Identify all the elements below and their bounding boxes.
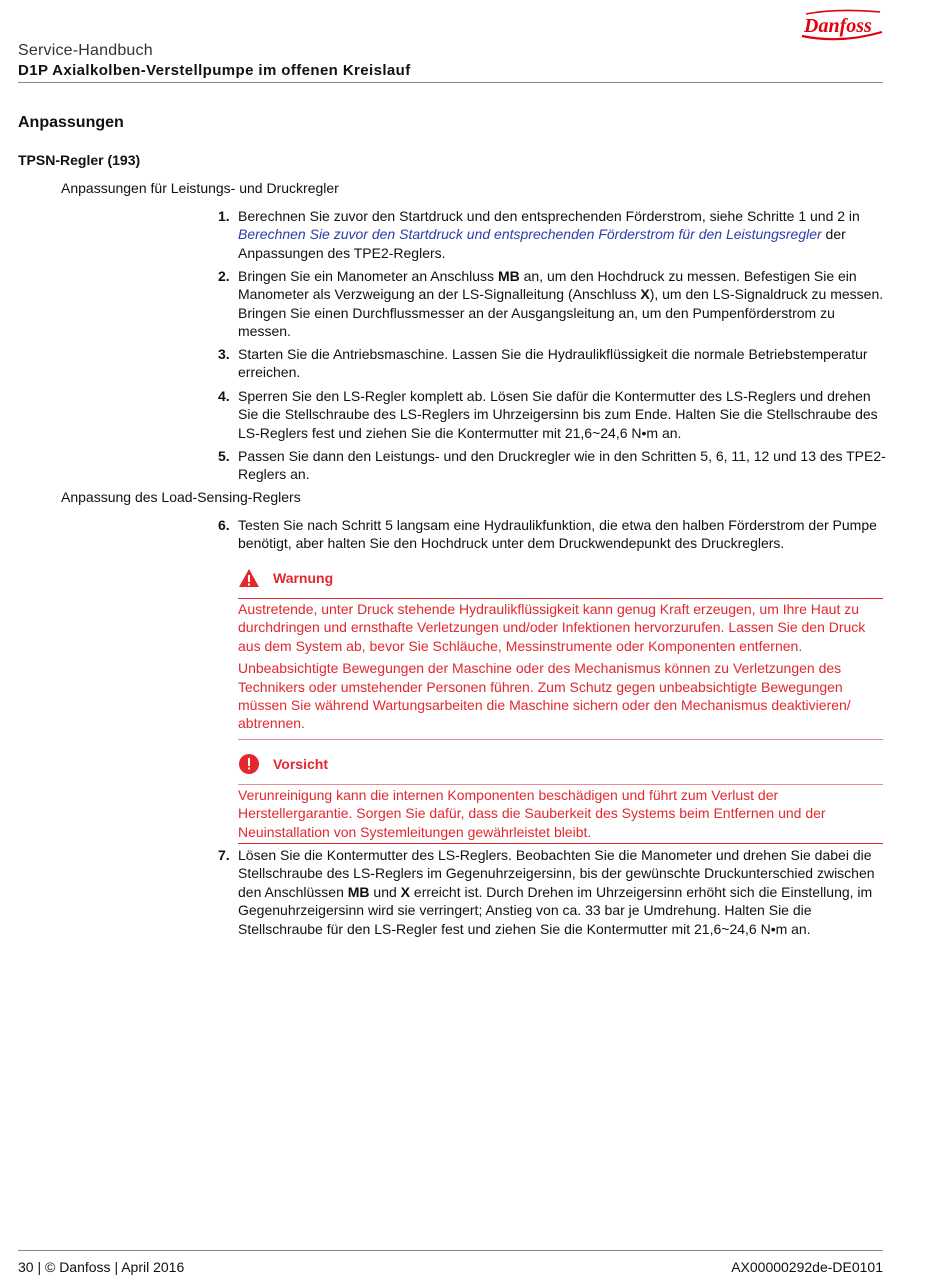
warning-text-1: Austretende, unter Druck stehende Hydraulikflüssigkeit kann genug Kraft erzeugen, um Ihre Haut zu durchdringen und ernsthafte Verletzungen und/oder Infektionen hervorzurufen. Lassen Sie den Druck aus dem System ab, bevor Sie Schläuche, Messinstrumente oder Komponenten entfernen.: [238, 601, 866, 654]
caution-top-rule: [238, 784, 883, 785]
step-number: 4.: [218, 388, 230, 404]
caution-text: Verunreinigung kann die internen Komponenten beschädigen und führt zum Verlust der Herstellergarantie. Sorgen Sie dafür, dass die Sauberkeit des Systems beim Entfernen und der Neuinstallation von Systemleitungen gewährleistet bleibt.: [238, 787, 826, 840]
step-text: ), um den LS-Signaldruck zu messen. Bringen Sie einen Durchflussmesser an der Ausgangsleitung an, um den Pumpenförderstrom zu messen.: [238, 286, 884, 340]
caution-bottom-rule: [238, 843, 883, 844]
step-text: an, um den Hochdruck zu messen. Befestigen Sie ein Manometer als Verzweigung an der LS-Signalleitung (Anschluss: [238, 268, 857, 303]
warning-bottom-rule: [238, 739, 883, 740]
step-text: Bringen Sie ein Manometer an Anschluss: [238, 268, 498, 284]
step-text: Testen Sie nach Schritt 5 langsam eine Hydraulikfunktion, die etwa den halben Förderstrom der Pumpe benötigt, aber halten Sie den Hochdruck unter dem Druckwendepunkt des Druckreglers.: [238, 517, 877, 552]
step-6: [218, 516, 886, 553]
warning-header: [238, 568, 883, 588]
svg-text:Danfoss: Danfoss: [804, 15, 872, 37]
step-number: 3.: [218, 346, 230, 362]
step-2: [218, 267, 886, 341]
port-label-mb: MB: [347, 883, 370, 900]
section-heading: Anpassungen: [18, 114, 124, 131]
step-text: Lösen Sie die Kontermutter des LS-Reglers. Beobachten Sie die Manometer und drehen Sie dabei die Stellschraube des LS-Reglers im Gegenuhrzeigersinn, bis der gewünschte Druckunterschied zwischen den Anschlüssen: [238, 847, 875, 900]
group-label-power-pressure: Anpassungen für Leistungs- und Druckregler: [61, 180, 339, 196]
step-number: 6.: [218, 517, 230, 533]
step-3: [218, 345, 886, 382]
header-subtitle: Service-Handbuch: [18, 42, 153, 59]
step-4: [218, 387, 886, 442]
footer-doc-number: AX00000292de-DE0101: [731, 1259, 883, 1275]
step-5: [218, 447, 886, 484]
section-subheading: TPSN-Regler (193): [18, 152, 141, 168]
step-text: Berechnen Sie zuvor den Startdruck und den entsprechenden Förderstrom, siehe Schritte 1 und 2 in: [238, 208, 860, 224]
warning-triangle-icon: [238, 568, 260, 588]
caution-label: Vorsicht: [273, 756, 328, 772]
group-label-load-sensing: Anpassung des Load-Sensing-Reglers: [61, 489, 301, 505]
step-text: und: [369, 883, 401, 900]
caution-box: [238, 754, 883, 844]
caution-exclamation-icon: [238, 754, 260, 776]
warning-text-2: Unbeabsichtigte Bewegungen der Maschine oder des Mechanismus können zu Verletzungen des Technikers oder umstehender Personen führen. Zum Schutz gegen unbeabsichtigte Bewegungen müssen Sie während Wartungsarbeiten die Maschine sichern oder den Mechanismus deaktivieren/ abtrennen.: [238, 660, 851, 732]
port-label-x: X: [400, 883, 411, 900]
step-text: Starten Sie die Antriebsmaschine. Lassen Sie die Hydraulikflüssigkeit die normale Betriebstemperatur erreichen.: [238, 346, 868, 381]
step-text: Sperren Sie den LS-Regler komplett ab. Lösen Sie dafür die Kontermutter des LS-Reglers und drehen Sie die Stellschraube des LS-Reglers im Uhrzeigersinn bis zum Ende. Halten Sie die Stellschraube des LS-Reglers fest und ziehen Sie die Kontermutter mit 21,6~24,6 N•m an.: [238, 388, 878, 441]
header-title: D1P Axialkolben-Verstellpumpe im offenen Kreislauf: [18, 62, 411, 79]
step-7: [218, 846, 886, 938]
header-divider: [18, 82, 883, 83]
port-label-x: X: [640, 286, 650, 303]
step-text: erreicht ist. Durch Drehen im Uhrzeigersinn erhöht sich die Einstellung, im Gegenuhrzeigersinn wird sie verringert; Anstieg von ca. 33 bar je Umdrehung. Halten Sie die Stellschraube für den LS-Regler fest und ziehen Sie die Kontermutter mit 21,6~24,6 N•m an.: [238, 883, 873, 937]
step-number: 2.: [218, 268, 230, 284]
footer-divider: [18, 1250, 883, 1251]
step-text: der Anpassungen des TPE2-Reglers.: [238, 226, 846, 261]
warning-top-rule: [238, 598, 883, 599]
port-label-mb: MB: [497, 268, 520, 284]
footer-page-info: 30 | © Danfoss | April 2016: [18, 1259, 185, 1275]
step-text: Passen Sie dann den Leistungs- und den Druckregler wie in den Schritten 5, 6, 11, 12 und 13 des TPE2-Reglers an.: [238, 448, 886, 483]
step-number: 7.: [218, 847, 230, 863]
danfoss-logo: [796, 6, 886, 42]
warning-box: [238, 568, 883, 740]
warning-label: Warnung: [273, 570, 334, 586]
step-number: 5.: [218, 448, 230, 464]
caution-header: [238, 754, 883, 774]
step-1: [218, 207, 886, 262]
step-number: 1.: [218, 208, 230, 224]
cross-reference-link[interactable]: Berechnen Sie zuvor den Startdruck und entsprechenden Förderstrom für den Leistungsregler: [238, 226, 822, 243]
